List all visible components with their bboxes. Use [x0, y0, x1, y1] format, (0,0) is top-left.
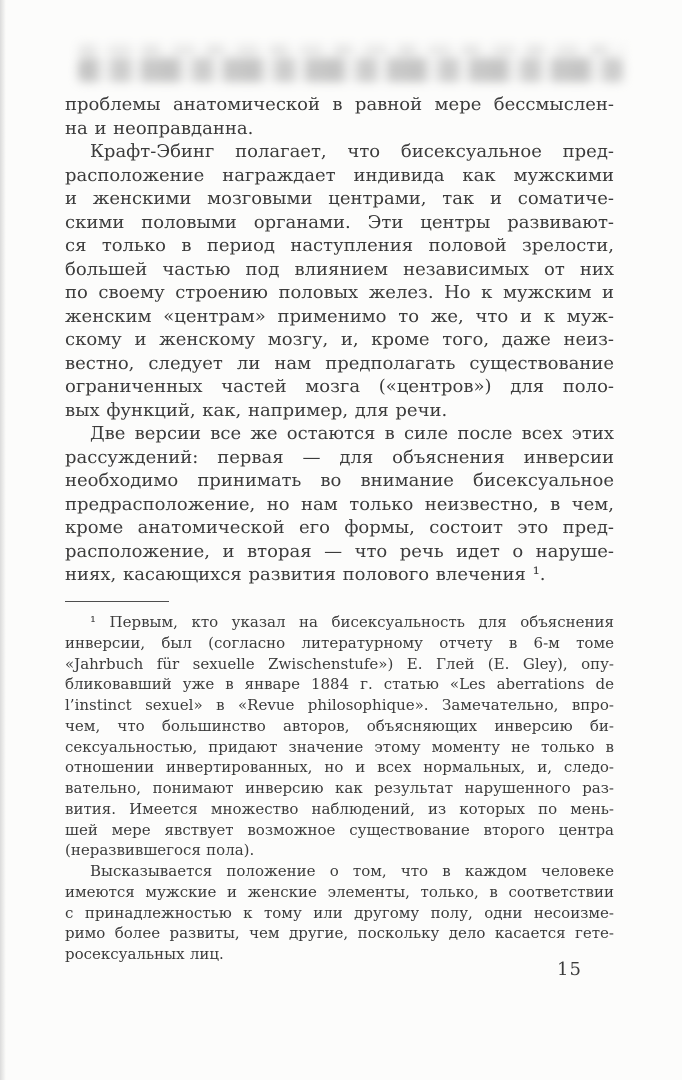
text-line: шей мере явствует возможное существование второго центра	[65, 820, 614, 839]
text-line: ограниченных частей мозга («центров») для поло-	[65, 376, 614, 397]
text-line: бликовавший уже в январе 1884 г. статью «Les aberrations de	[65, 675, 614, 694]
text-line: большей частью под влиянием независимых от них	[65, 258, 614, 280]
text-line: имеются мужские и женские элементы, только, в соответствии	[65, 882, 614, 901]
text-line: ниях, касающихся развития полового влечения ¹.	[65, 564, 546, 585]
text-line: вития. Имеется множество наблюдений, из которых по мень-	[65, 799, 614, 818]
scan-edge-shadow	[0, 0, 6, 1080]
footnote-text	[65, 612, 614, 965]
text-line: вестно, следует ли нам предполагать существование	[65, 352, 614, 374]
text-line: по своему строению половых желез. Но к мужским и	[65, 282, 614, 303]
text-line: l’instinct sexuel» в «Revue philosophique». Замечательно, впро-	[65, 696, 614, 714]
text-line: проблемы анатомической в равной мере бессмыслен-	[65, 94, 614, 115]
text-line: (неразвившегося пола).	[65, 841, 255, 860]
text-line: Высказывается положение о том, что в каждом человеке	[90, 862, 614, 880]
text-line: отношении инвертированных, но и всех нормальных, и, следо-	[65, 758, 614, 777]
scan-artifact-top	[78, 44, 624, 57]
text-line: ся только в период наступления половой зрелости,	[65, 235, 614, 256]
text-line: «Jahrbuch für sexuelle Zwischenstufe») Е. Глей (E. Gley), опу-	[65, 654, 614, 673]
text-line: Две версии все же остаются в силе после всех этих	[90, 423, 614, 444]
text-line: чем, что большинство авторов, объясняющих инверсию би-	[65, 716, 614, 735]
text-line: рассуждений: первая — для объяснения инверсии	[65, 446, 614, 468]
page-number: 15	[557, 959, 582, 980]
text-line: женским «центрам» применимо то же, что и к муж-	[65, 305, 614, 327]
text-line: вательно, понимают инверсию как результат нарушенного раз-	[65, 779, 614, 797]
text-line: скими половыми органами. Эти центры развивают-	[65, 211, 614, 233]
text-line: римо более развиты, чем другие, поскольку дело касается гете-	[65, 924, 614, 943]
text-line: с принадлежностью к тому или другому полу, одни несоизме-	[65, 903, 614, 922]
text-line: Крафт-Эбинг полагает, что бисексуальное пред-	[90, 141, 614, 162]
text-line: скому и женскому мозгу, и, кроме того, даже неиз-	[65, 329, 614, 350]
footnote-separator	[65, 601, 169, 602]
text-line: вых функций, как, например, для речи.	[65, 399, 448, 421]
text-line: сексуальностью, придают значение этому моменту не только в	[65, 737, 614, 756]
text-line: на и неоправданна.	[65, 117, 254, 139]
text-line: ¹ Первым, кто указал на бисексуальность для объяснения	[90, 613, 614, 631]
text-line: кроме анатомической его формы, состоит это пред-	[65, 517, 614, 538]
text-line: и женскими мозговыми центрами, так и соматиче-	[65, 188, 614, 209]
text-line: необходимо принимать во внимание бисексуальное	[65, 470, 614, 491]
text-line: инверсии, был (согласно литературному отчету в 6-м томе	[65, 633, 614, 652]
text-line: росексуальных лиц.	[65, 945, 224, 963]
text-line: предрасположение, но нам только неизвестно, в чем,	[65, 493, 614, 515]
text-line: расположение награждает индивида как мужскими	[65, 164, 614, 186]
page-body-text	[65, 93, 614, 587]
scan-artifact-top-dark	[78, 58, 624, 82]
text-line: расположение, и вторая — что речь идет о наруше-	[65, 540, 614, 562]
